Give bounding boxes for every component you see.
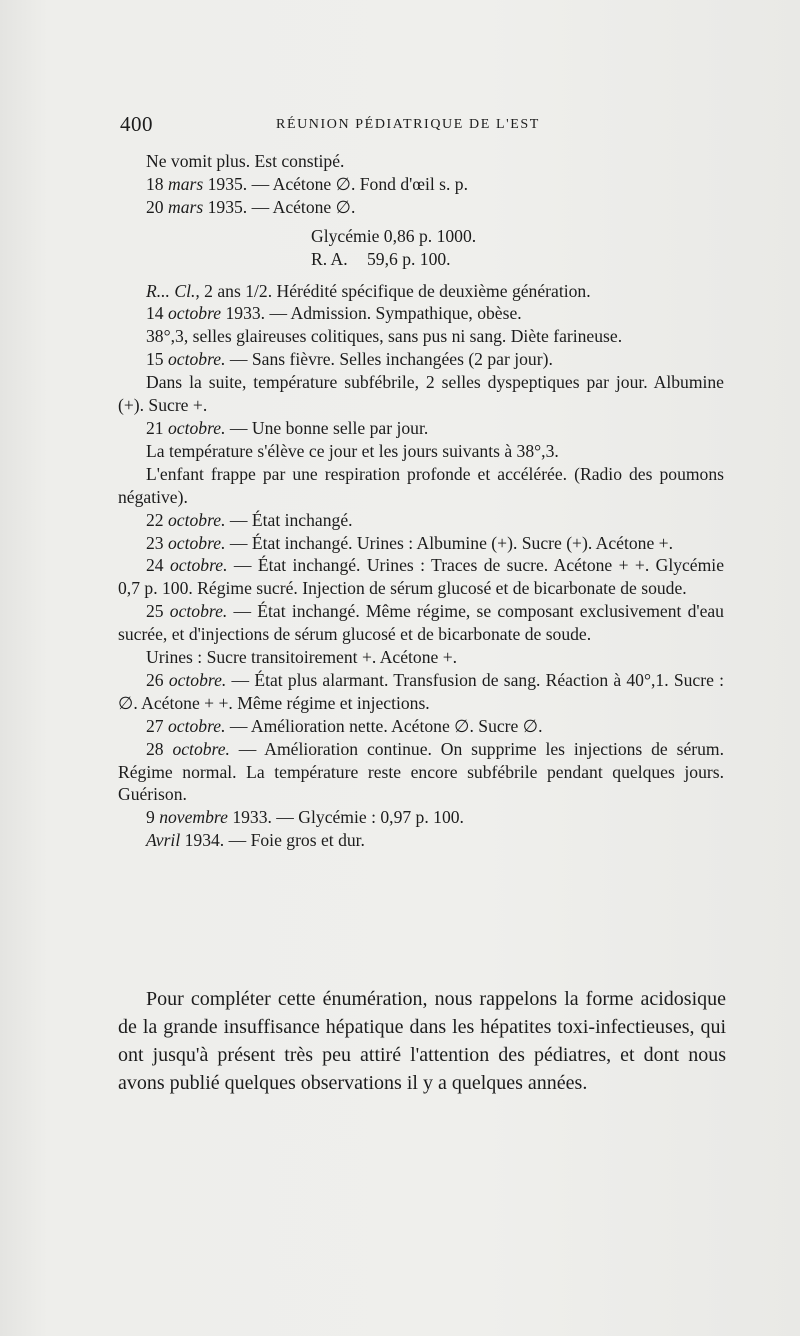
entry-month: mars [168, 173, 204, 194]
ra-result [118, 248, 724, 271]
entry-text: — État inchangé. Même régime, se composant exclusivement d'eau sucrée, et d'injections de sérum glucosé et de bicarbonate de soude. [118, 601, 724, 645]
page-number: 400 [120, 112, 153, 136]
entry-text: — État inchangé. Urines : Traces de sucre. Acétone + +. Glycémie 0,7 p. 100. Régime sucré. Injection de sérum glucosé et de bicarbonate de soude. [118, 555, 724, 599]
entry-text: 1934. — Foie gros et dur. [180, 830, 365, 851]
entry-month: octobre [168, 303, 222, 324]
entry-21-octobre [118, 417, 724, 440]
entry-month: mars [168, 196, 204, 217]
entry-14-octobre [118, 302, 724, 325]
case-header [118, 280, 724, 303]
entry-date: 18 [146, 173, 168, 194]
text-line: Dans la suite, température subfébrile, 2 selles dyspeptiques par jour. Albumine (+). Sucre +. [118, 372, 724, 416]
entry-date: 9 [146, 807, 160, 828]
text-line: L'enfant frappe par une respiration profonde et accélérée. (Radio des poumons négative). [118, 463, 724, 507]
entry-text: — État inchangé. Urines : Albumine (+). Sucre (+). Acétone +. [225, 532, 673, 553]
entry-text: — Amélioration continue. On supprime les injections de sérum. Régime normal. La température reste encore subfébrile pendant quelques jours. Guérison. [118, 738, 724, 805]
spacer [118, 271, 724, 280]
closing-text: Pour compléter cette énumération, nous rappelons la forme acidosique de la grande insuffisance hépatique dans les hépatites toxi-infectieuses, qui ont jusqu'à présent très peu attiré l'attention des pédiatres, et dont nous avons publié quelques observations il y a quelques années. [118, 988, 726, 1094]
entry-28-octobre [118, 738, 724, 807]
text-line: 38°,3, selles glaireuses colitiques, sans pus ni sang. Diète farineuse. [146, 326, 623, 347]
entry-month: novembre [159, 807, 228, 828]
glycemie-result: Glycémie 0,86 p. 1000. [311, 225, 477, 246]
entry-date: 24 [146, 555, 170, 576]
entry-date: 14 [146, 303, 168, 324]
entry-date: 15 [146, 349, 168, 370]
text-line: Urines : Sucre transitoirement +. Acétone +. [146, 647, 458, 668]
entry-18-mars [118, 173, 724, 196]
entry-month: Avril [146, 830, 181, 851]
entry-date: 21 [146, 417, 168, 438]
case-name: R... Cl., [146, 280, 200, 301]
entry-month: octobre. [169, 601, 228, 622]
entry-month: octobre. [168, 669, 227, 690]
text-line: Ne vomit plus. Est constipé. [146, 151, 345, 171]
entry-text: — Amélioration nette. Acétone ∅. Sucre ∅. [225, 715, 543, 736]
entry-text: 1935. — Acétone ∅. [203, 196, 356, 217]
observation-text [118, 150, 724, 852]
entry-text: 1933. — Admission. Sympathique, obèse. [221, 303, 522, 324]
entry-text: 1933. — Glycémie : 0,97 p. 100. [227, 807, 464, 828]
ra-label: R. A. [311, 248, 348, 269]
entry-month: octobre. [168, 509, 226, 530]
entry-20-mars [118, 196, 724, 219]
entry-month: octobre. [168, 349, 226, 370]
entry-text: 1935. — Acétone ∅. Fond d'œil s. p. [203, 173, 469, 194]
entry-24-octobre [118, 554, 724, 600]
page-header [120, 112, 720, 140]
entry-month: octobre. [172, 738, 230, 759]
entry-text: — État plus alarmant. Transfusion de sang. Réaction à 40°,1. Sucre : ∅. Acétone + +. Même régime et injections. [118, 669, 724, 713]
entry-avril [118, 829, 724, 852]
case-intro: 2 ans 1/2. Hérédité spécifique de deuxième génération. [199, 280, 591, 301]
entry-date: 26 [146, 669, 169, 690]
entry-month: octobre. [168, 532, 226, 553]
entry-26-octobre [118, 669, 724, 715]
entry-month: octobre. [169, 555, 228, 576]
entry-23-octobre [118, 532, 724, 555]
entry-22-octobre [118, 509, 724, 532]
ra-value: 59,6 p. 100. [367, 248, 451, 269]
text-line: La température s'élève ce jour et les jours suivants à 38°,3. [146, 440, 559, 461]
entry-25-octobre [118, 600, 724, 646]
entry-text: — Sans fièvre. Selles inchangées (2 par jour). [225, 349, 553, 370]
entry-15-octobre [118, 348, 724, 371]
entry-27-octobre [118, 715, 724, 738]
entry-date: 28 [146, 738, 173, 759]
running-head: RÉUNION PÉDIATRIQUE DE L'EST [276, 117, 540, 132]
entry-date: 27 [146, 715, 168, 736]
entry-text: — Une bonne selle par jour. [225, 417, 429, 438]
entry-month: octobre. [168, 715, 226, 736]
entry-month: octobre. [168, 417, 226, 438]
entry-date: 23 [146, 532, 168, 553]
entry-date: 22 [146, 509, 168, 530]
closing-paragraph [118, 985, 726, 1097]
entry-9-novembre [118, 806, 724, 829]
entry-date: 20 [146, 196, 168, 217]
entry-date: 25 [146, 601, 170, 622]
entry-text: — État inchangé. [225, 509, 353, 530]
